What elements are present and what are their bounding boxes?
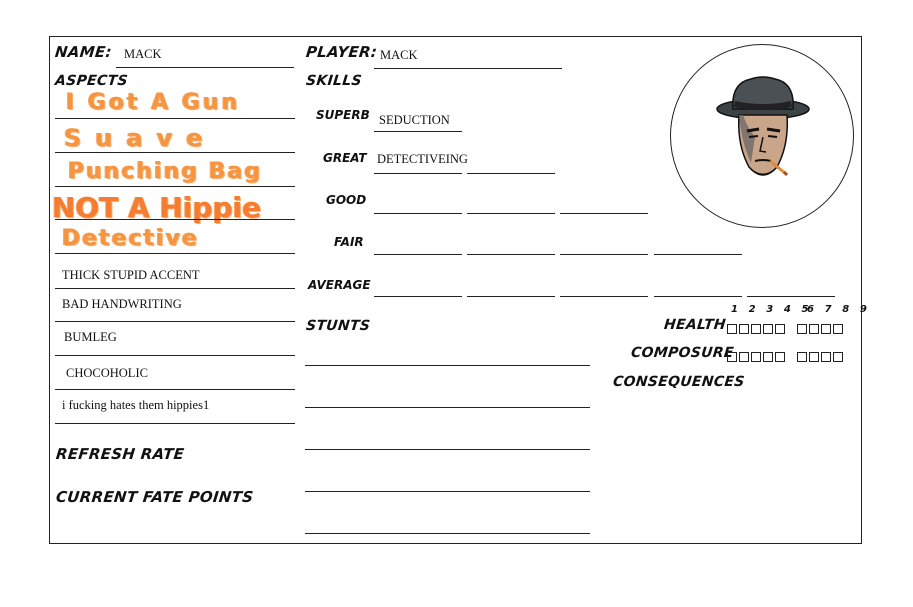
skill-average-line-2[interactable]	[467, 296, 555, 297]
stunts-label: STUNTS	[305, 318, 371, 334]
health-box-6[interactable]	[797, 324, 807, 334]
current-fate-points-label: CURRENT FATE POINTS	[55, 488, 255, 506]
health-box-5[interactable]	[775, 324, 785, 334]
name-label: NAME:	[54, 43, 113, 61]
stunt-line-5[interactable]	[305, 533, 590, 534]
health-box-8[interactable]	[821, 324, 831, 334]
player-label: PLAYER:	[305, 43, 379, 61]
stunt-line-3[interactable]	[305, 449, 590, 450]
aspect-typed-1[interactable]: THICK STUPID ACCENT	[62, 268, 200, 282]
skills-label: SKILLS	[305, 73, 363, 89]
stunt-line-2[interactable]	[305, 407, 590, 408]
skill-rank-good: GOOD	[326, 193, 367, 207]
aspect-handwritten-3[interactable]: Punching Bag	[68, 159, 263, 184]
skill-great-line-2[interactable]	[467, 173, 555, 174]
skill-good-line-1[interactable]	[374, 213, 462, 214]
aspect-line-5	[55, 253, 295, 254]
health-track	[727, 320, 845, 332]
stunt-line-1[interactable]	[305, 365, 590, 366]
skill-fair-line-1[interactable]	[374, 254, 462, 255]
skill-superb-1[interactable]: SEDUCTION	[379, 113, 450, 127]
skill-good-line-2[interactable]	[467, 213, 555, 214]
health-box-7[interactable]	[809, 324, 819, 334]
health-box-9[interactable]	[833, 324, 843, 334]
skill-average-line-5[interactable]	[747, 296, 835, 297]
aspect-line-9	[55, 389, 295, 390]
aspect-line-10	[55, 423, 295, 424]
character-portrait	[670, 44, 854, 228]
health-box-1[interactable]	[727, 324, 737, 334]
composure-box-2[interactable]	[739, 352, 749, 362]
player-line	[374, 68, 562, 69]
track-numbers-right: 6 7 8 9	[807, 304, 871, 315]
aspect-line-3	[55, 186, 295, 187]
consequences-label: CONSEQUENCES	[612, 374, 746, 390]
fedora-detective-portrait-icon	[671, 45, 854, 228]
skill-average-line-4[interactable]	[654, 296, 742, 297]
skill-great-1[interactable]: DETECTIVEING	[377, 152, 468, 166]
aspects-label: ASPECTS	[54, 73, 129, 89]
aspect-line-6	[55, 288, 295, 289]
player-value[interactable]: MACK	[380, 48, 418, 62]
track-numbers-left: 1 2 3 4 5	[731, 304, 813, 315]
skill-rank-average: AVERAGE	[308, 278, 371, 292]
skill-rank-great: GREAT	[323, 151, 367, 165]
aspect-typed-3[interactable]: BUMLEG	[64, 330, 117, 344]
aspect-handwritten-1[interactable]: I Got A Gun	[66, 90, 241, 115]
composure-box-7[interactable]	[809, 352, 819, 362]
composure-label: COMPOSURE	[630, 345, 735, 361]
composure-box-4[interactable]	[763, 352, 773, 362]
aspect-handwritten-5[interactable]: Detective	[62, 226, 199, 251]
aspect-typed-2[interactable]: BAD HANDWRITING	[62, 297, 182, 311]
name-value[interactable]: MACK	[124, 47, 162, 61]
aspect-typed-5[interactable]: i fucking hates them hippies1	[62, 398, 210, 412]
composure-box-6[interactable]	[797, 352, 807, 362]
composure-track	[727, 348, 845, 360]
aspect-line-4	[55, 219, 295, 220]
refresh-rate-label: REFRESH RATE	[55, 445, 186, 463]
skill-average-line-3[interactable]	[560, 296, 648, 297]
health-box-3[interactable]	[751, 324, 761, 334]
stunt-line-4[interactable]	[305, 491, 590, 492]
skill-great-line-1	[374, 173, 462, 174]
aspect-typed-4[interactable]: CHOCOHOLIC	[66, 366, 148, 380]
health-box-2[interactable]	[739, 324, 749, 334]
health-box-4[interactable]	[763, 324, 773, 334]
skill-fair-line-2[interactable]	[467, 254, 555, 255]
aspect-handwritten-4[interactable]: NOT A Hippie	[52, 191, 262, 224]
name-line	[116, 67, 294, 68]
skill-fair-line-3[interactable]	[560, 254, 648, 255]
skill-fair-line-4[interactable]	[654, 254, 742, 255]
composure-box-8[interactable]	[821, 352, 831, 362]
aspect-line-1	[55, 118, 295, 119]
aspect-line-7	[55, 321, 295, 322]
aspect-line-8	[55, 355, 295, 356]
composure-box-5[interactable]	[775, 352, 785, 362]
skill-rank-superb: SUPERB	[316, 108, 370, 122]
composure-box-1[interactable]	[727, 352, 737, 362]
skill-superb-line-1	[374, 131, 462, 132]
composure-box-9[interactable]	[833, 352, 843, 362]
aspect-line-2	[55, 152, 295, 153]
skill-rank-fair: FAIR	[334, 235, 364, 249]
aspect-handwritten-2[interactable]: Suave	[64, 124, 217, 152]
composure-box-3[interactable]	[751, 352, 761, 362]
skill-good-line-3[interactable]	[560, 213, 648, 214]
health-label: HEALTH	[663, 317, 727, 333]
skill-average-line-1[interactable]	[374, 296, 462, 297]
